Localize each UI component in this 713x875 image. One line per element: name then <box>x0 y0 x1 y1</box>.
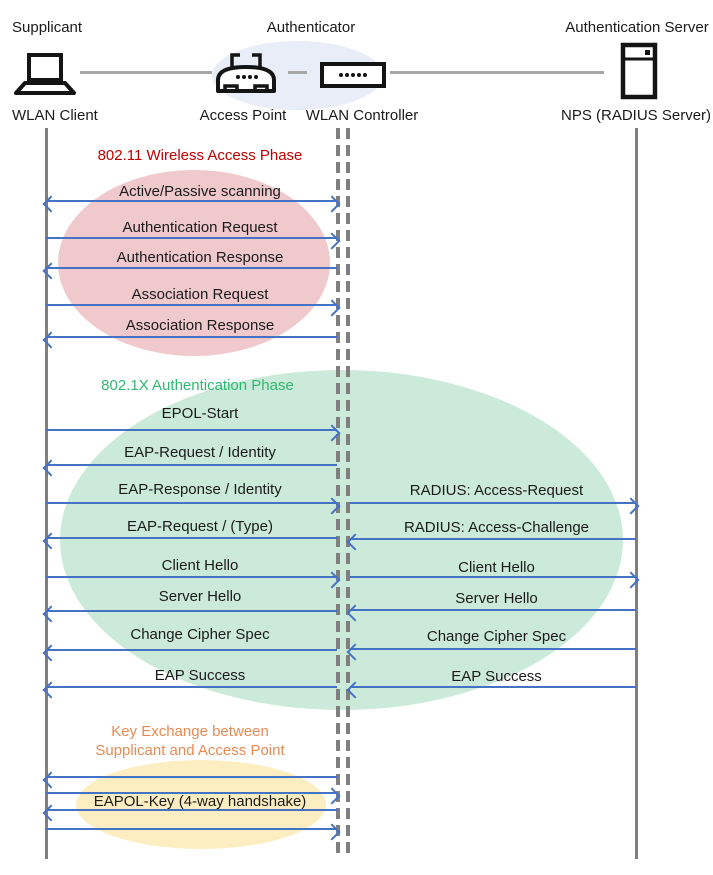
message-arrow <box>46 610 337 612</box>
handshake-arrow-4 <box>46 828 337 830</box>
message-arrow <box>46 237 337 239</box>
message-label: Server Hello <box>455 590 538 607</box>
phase3-title-line1: Key Exchange between <box>111 723 269 740</box>
message-label: Client Hello <box>161 557 239 574</box>
message-label: Server Hello <box>158 588 242 605</box>
lifeline-controller-right <box>346 128 350 854</box>
wlan-controller-icon <box>320 62 386 88</box>
message-label: EAP-Request / (Type) <box>127 518 273 535</box>
message-label: EAP-Request / Identity <box>124 444 276 461</box>
message-arrow <box>350 502 636 504</box>
phase1-title: 802.11 Wireless Access Phase <box>97 147 303 164</box>
message-label: EAP Success <box>451 668 542 685</box>
message-label: EAP Success <box>154 667 246 684</box>
role-supplicant: Supplicant <box>12 19 83 36</box>
message-arrow <box>46 200 337 202</box>
message-label: Association Request <box>131 286 269 303</box>
laptop-icon <box>12 52 78 98</box>
message-arrow <box>46 537 337 539</box>
message-arrow <box>46 336 337 338</box>
link-client-ap <box>80 71 212 74</box>
message-arrow <box>46 464 337 466</box>
message-label: Authentication Request <box>122 219 278 236</box>
label-access-point: Access Point <box>199 107 287 124</box>
message-label: RADIUS: Access-Request <box>409 482 584 499</box>
message-label: Association Response <box>125 317 275 334</box>
role-authentication-server: Authentication Server <box>565 19 709 36</box>
server-icon <box>620 42 658 100</box>
message-arrow <box>46 649 337 651</box>
phase3-title-line2: Supplicant and Access Point <box>95 742 285 759</box>
label-wlan-controller: WLAN Controller <box>305 107 419 124</box>
message-label: Client Hello <box>458 559 535 576</box>
message-label: Active/Passive scanning <box>119 183 281 200</box>
message-arrow <box>350 576 636 578</box>
message-arrow <box>46 576 337 578</box>
message-label: Change Cipher Spec <box>426 628 567 645</box>
link-ap-controller <box>288 71 307 74</box>
message-label: EAPOL-Key (4-way handshake) <box>93 793 307 810</box>
message-arrow <box>350 609 636 611</box>
message-label: RADIUS: Access-Challenge <box>403 519 590 536</box>
handshake-arrow-1 <box>46 776 337 778</box>
message-arrow <box>46 304 337 306</box>
message-arrow <box>350 538 636 540</box>
message-arrow <box>46 429 337 431</box>
message-label: Change Cipher Spec <box>130 626 270 643</box>
access-point-icon <box>212 50 280 96</box>
message-arrow <box>350 686 636 688</box>
message-arrow <box>350 648 636 650</box>
role-authenticator: Authenticator <box>266 19 356 36</box>
label-nps: NPS (RADIUS Server) <box>561 107 712 124</box>
message-label: Authentication Response <box>116 249 284 266</box>
message-label: EPOL-Start <box>161 405 239 422</box>
message-label: EAP-Response / Identity <box>118 481 282 498</box>
handshake-arrow-3 <box>46 809 337 811</box>
phase3-title <box>45 722 335 760</box>
message-arrow <box>46 686 337 688</box>
label-wlan-client: WLAN Client <box>12 107 98 124</box>
phase2-title: 802.1X Authentication Phase <box>101 377 294 394</box>
link-controller-server <box>390 71 604 74</box>
message-arrow <box>46 502 337 504</box>
message-arrow <box>46 267 337 269</box>
